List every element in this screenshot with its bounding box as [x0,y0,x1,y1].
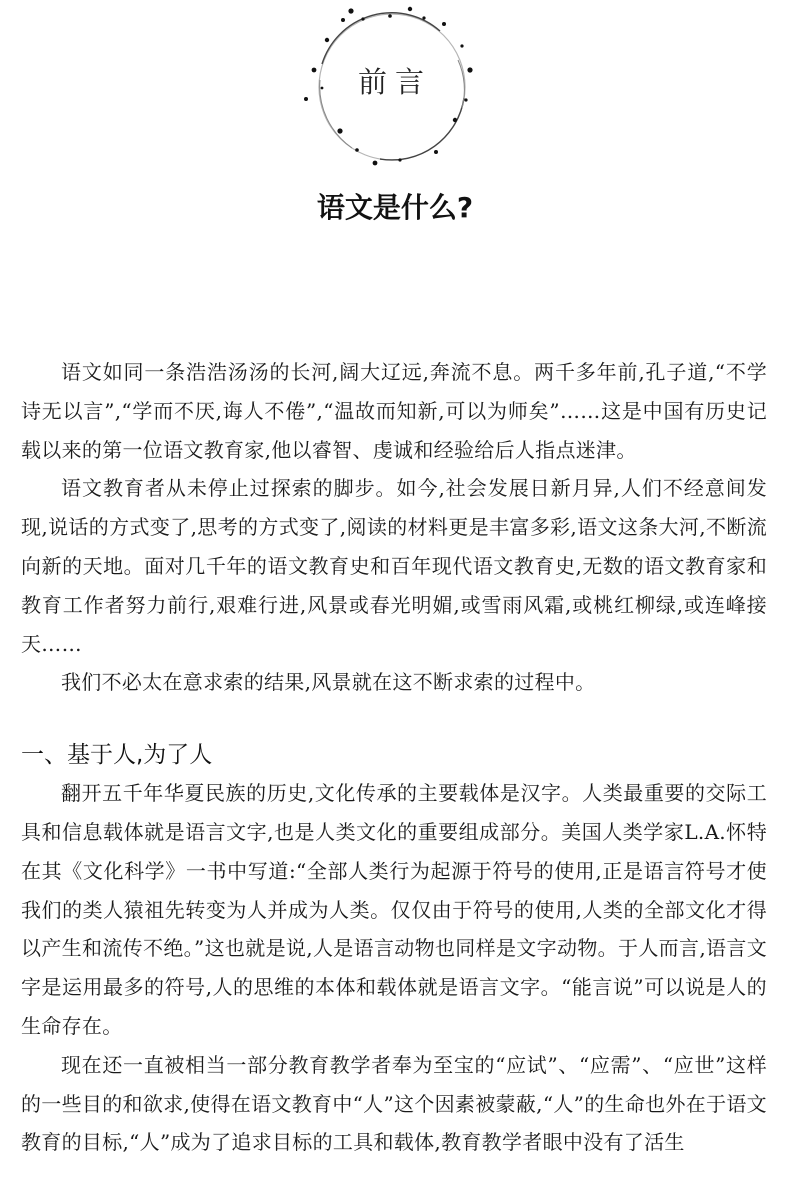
paragraph: 我们不必太在意求索的结果,风景就在这不断求索的过程中。 [61,670,596,695]
paragraph: 翻开五千年华夏民族的历史,文化传承的主要载体是汉字。人类最重要的交际工具和信息载体就是语言文字,也是人类文化的重要组成部分。美国人类学家L.A.怀特在其《文化科学》一书中写道:“全部人类行为起源于符号的使用,正是语言符号才使我们的类人猿祖先转变为人并成为人类。仅仅由于符号的使用,人类的全部文化才得以产生和流传不绝。”这也就是说,人是语言动物也同样是文字动物。于人而言,语言文字是运用最多的符号,人的思维的本体和载体就是语言文字。“能言说”可以说是人的生命存在。 [21,781,767,1038]
body-text [21,353,767,1162]
paragraph: 语文如同一条浩浩汤汤的长河,阔大辽远,奔流不息。两千多年前,孔子道,“不学诗无以言”,“学而不厌,诲人不倦”,“温故而知新,可以为师矣”……这是中国有历史记载以来的第一位语文教育家,他以睿智、虔诚和经验给后人指点迷津。 [21,360,767,462]
page-title: 语文是什么? [316,191,474,224]
preface-emblem [0,0,790,180]
section-heading: 一、基于人,为了人 [21,742,213,769]
paragraph: 语文教育者从未停止过探索的脚步。如今,社会发展日新月异,人们不经意间发现,说话的方式变了,思考的方式变了,阅读的材料更是丰富多彩,语文这条大河,不断流向新的天地。面对几千年的语文教育史和百年现代语文教育史,无数的语文教育家和教育工作者努力前行,艰难行进,风景或春光明媚,或雪雨风霜,或桃红柳绿,或连峰接天…… [21,476,767,656]
paragraph: 现在还一直被相当一部分教育教学者奉为至宝的“应试”、“应需”、“应世”这样的一些目的和欲求,使得在语文教育中“人”这个因素被蒙蔽,“人”的生命也外在于语文教育的目标,“人”成为了追求目标的工具和载体,教育教学者眼中没有了活生 [21,1052,767,1155]
preface-label: 前言 [357,65,432,99]
